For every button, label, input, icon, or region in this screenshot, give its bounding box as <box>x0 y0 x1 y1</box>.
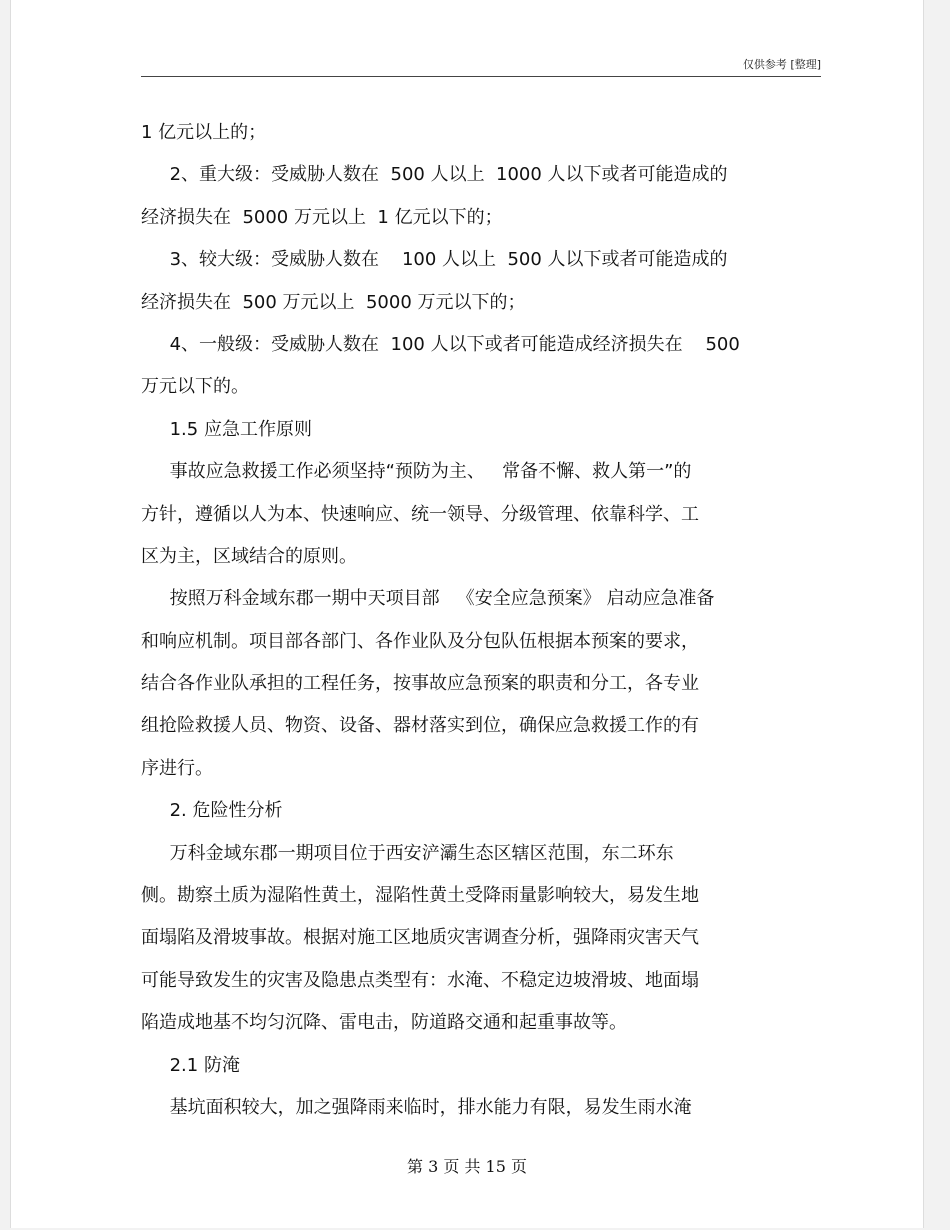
text-line: 按照万科金域东郡一期中天项目部 《安全应急预案》 启动应急准备 <box>141 588 715 610</box>
text-line: 事故应急救援工作必须坚持“预防为主、 常备不懈、救人第一”的 <box>141 461 692 483</box>
text-line: 方针，遵循以人为本、快速响应、统一领导、分级管理、依靠科学、工 <box>141 503 699 525</box>
text-line: 侧。勘察土质为湿陷性黄土，湿陷性黄土受降雨量影响较大，易发生地 <box>141 885 699 907</box>
text-line: 和响应机制。项目部各部门、各作业队及分包队伍根据本预案的要求， <box>141 630 699 652</box>
text-line: 4、一般级：受威胁人数在 100 人以下或者可能造成经济损失在 500 <box>141 333 740 355</box>
text-line: 可能导致发生的灾害及隐患点类型有：水淹、不稳定边坡滑坡、地面塌 <box>141 969 699 991</box>
header-rule <box>141 76 821 77</box>
page-footer: 第 3 页 共 15 页 <box>407 1157 527 1176</box>
header-note: 仅供参考 [整理] <box>742 58 821 71</box>
text-line: 陷造成地基不均匀沉降、雷电击，防道路交通和起重事故等。 <box>141 1012 627 1034</box>
text-line: 万元以下的。 <box>141 376 249 398</box>
section-heading: 2.1 防淹 <box>141 1054 240 1076</box>
text-line: 1 亿元以上的； <box>141 122 267 143</box>
page-header <box>141 56 821 76</box>
text-line: 万科金域东郡一期项目位于西安浐灞生态区辖区范围，东二环东 <box>141 842 674 864</box>
text-line: 2、重大级：受威胁人数在 500 人以上 1000 人以下或者可能造成的 <box>141 164 728 186</box>
document-page <box>10 0 924 1228</box>
text-line: 3、较大级：受威胁人数在 100 人以上 500 人以下或者可能造成的 <box>141 249 728 271</box>
text-line: 组抢险救援人员、物资、设备、器材落实到位，确保应急救援工作的有 <box>141 715 699 737</box>
text-line: 经济损失在 5000 万元以上 1 亿元以下的； <box>141 206 503 228</box>
text-line: 面塌陷及滑坡事故。根据对施工区地质灾害调查分析，强降雨灾害天气 <box>141 927 699 949</box>
text-line: 结合各作业队承担的工程任务，按事故应急预案的职责和分工，各专业 <box>141 673 699 695</box>
section-heading: 2. 危险性分析 <box>141 800 283 822</box>
body-text <box>141 112 826 1129</box>
text-line: 经济损失在 500 万元以上 5000 万元以下的； <box>141 291 526 313</box>
section-heading: 1.5 应急工作原则 <box>141 418 312 440</box>
text-line: 区为主，区域结合的原则。 <box>141 545 357 567</box>
text-line: 序进行。 <box>141 757 213 779</box>
text-line: 基坑面积较大，加之强降雨来临时，排水能力有限，易发生雨水淹 <box>141 1096 692 1118</box>
